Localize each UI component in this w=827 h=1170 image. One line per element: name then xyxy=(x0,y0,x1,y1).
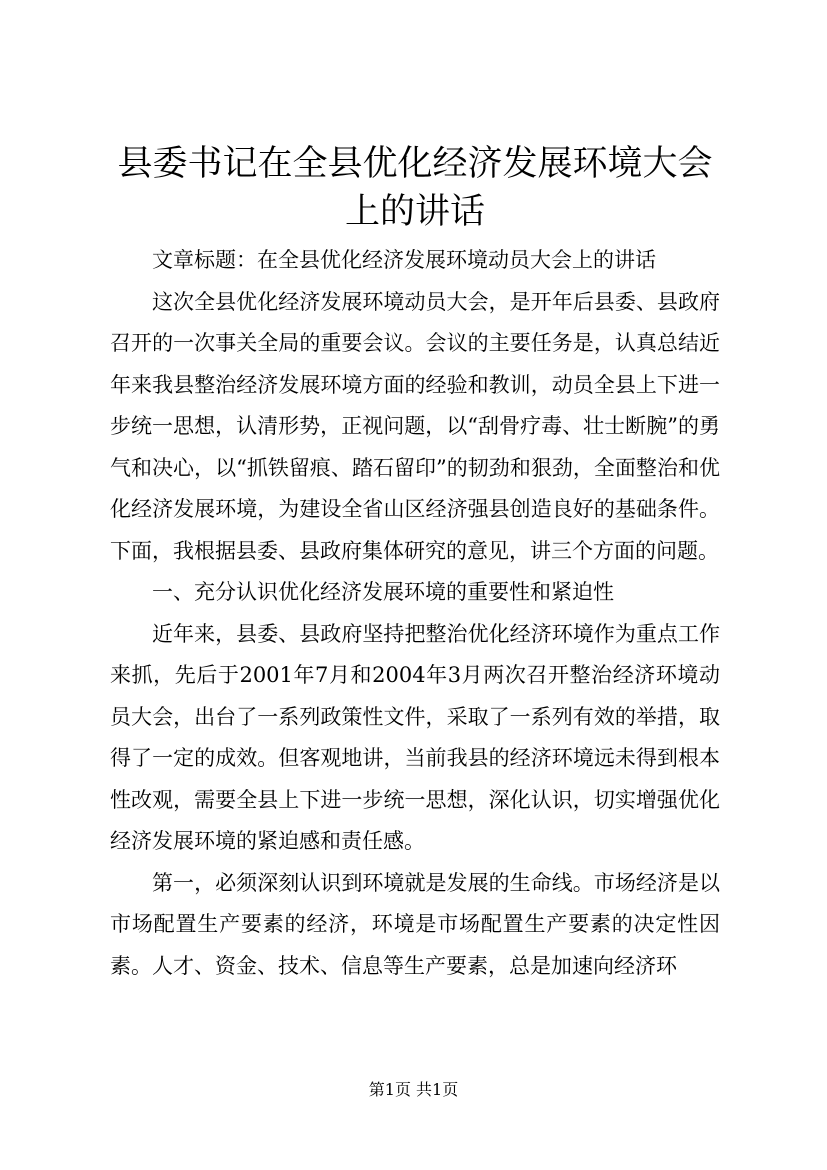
document-title: 县委书记在全县优化经济发展环境大会上的讲话 xyxy=(117,144,713,232)
page-footer: 第1页 共1页 xyxy=(368,1080,459,1099)
paragraph-article-title: 文章标题：在全县优化经济发展环境动员大会上的讲话 xyxy=(152,248,656,272)
section-heading-one: 一、充分认识优化经济发展环境的重要性和紧迫性 xyxy=(152,580,614,604)
paragraph-recent-years: 近年来，县委、县政府坚持把整治优化经济环境作为重点工作来抓，先后于2001年7月和2004年3月两次召开整治经济环境动员大会，出台了一系列政策性文件，采取了一系列有效的举措，取得了一定的成效。但客观地讲，当前我县的经济环境远未得到根本性改观，需要全县上下进一步统一思想，深化认识，切实增强优化经济发展环境的紧迫感和责任感。 xyxy=(110,621,720,853)
paragraph-intro: 这次全县优化经济发展环境动员大会，是开年后县委、县政府召开的一次事关全局的重要会议。会议的主要任务是，认真总结近年来我县整治经济发展环境方面的经验和教训，动员全县上下进一步统一思想，认清形势，正视问题，以“刮骨疗毒、壮士断腕”的勇气和决心，以“抓铁留痕、踏石留印”的韧劲和狠劲，全面整治和优化经济发展环境，为建设全省山区经济强县创造良好的基础条件。下面，我根据县委、县政府集体研究的意见，讲三个方面的问题。 xyxy=(110,289,720,563)
document-body xyxy=(110,240,720,987)
paragraph-first-point: 第一，必须深刻认识到环境就是发展的生命线。市场经济是以市场配置生产要素的经济，环境是市场配置生产要素的决定性因素。人才、资金、技术、信息等生产要素，总是加速向经济环 xyxy=(110,870,720,978)
